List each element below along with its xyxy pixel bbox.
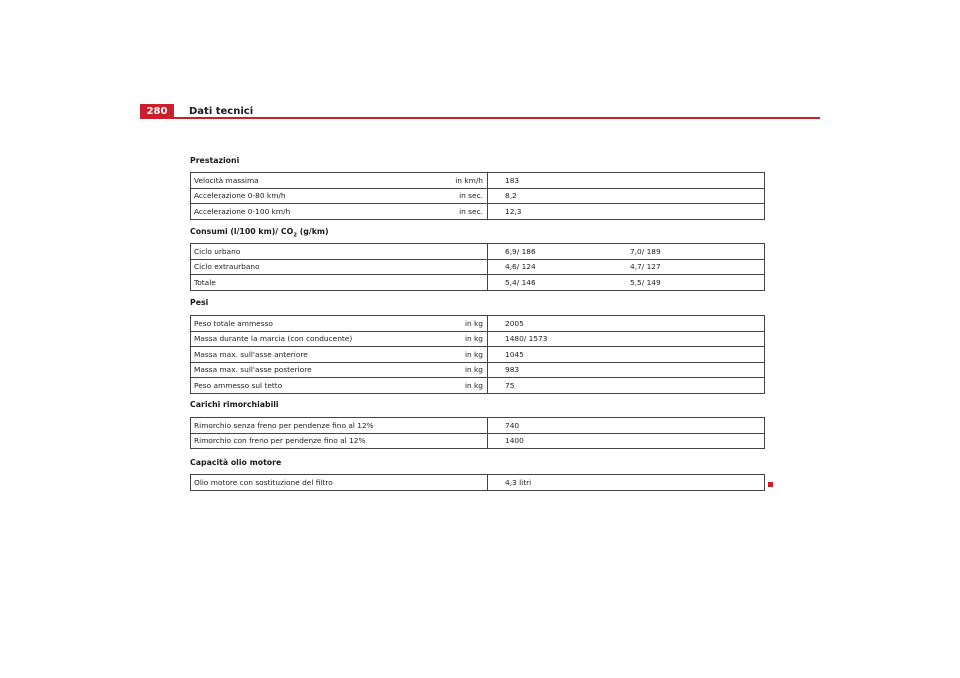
table-row	[191, 188, 765, 204]
table-row	[191, 418, 765, 434]
title-subscript: 2	[293, 232, 298, 239]
row-value: 8,2	[488, 188, 765, 204]
table-row	[191, 275, 765, 291]
table-consumi	[190, 243, 765, 291]
row-value: 740	[488, 418, 765, 434]
section-title-carichi: Carichi rimorchiabili	[190, 400, 279, 409]
row-label: Massa durante la marcia (con conducente)	[194, 334, 353, 344]
page-title: Dati tecnici	[189, 106, 254, 117]
section-title-pesi: Pesi	[190, 298, 209, 307]
row-label: Rimorchio con freno per pendenze fino al 12%	[191, 433, 488, 449]
table-carichi	[190, 417, 765, 449]
table-row	[191, 362, 765, 378]
row-label: Peso ammesso sul tetto	[194, 380, 283, 390]
row-unit: in km/h	[455, 175, 483, 185]
table-row	[191, 347, 765, 363]
row-label: Rimorchio senza freno per pendenze fino al 12%	[191, 418, 488, 434]
row-label: Peso totale ammesso	[194, 318, 273, 328]
row-unit: in kg	[464, 349, 483, 359]
row-label: Massa max. sull'asse posteriore	[194, 365, 312, 375]
row-value: 1045	[488, 347, 765, 363]
row-value: 1400	[488, 433, 765, 449]
section-title-prestazioni: Prestazioni	[190, 156, 240, 165]
row-value: 1480/ 1573	[488, 331, 765, 347]
title-text: Consumi (l/100 km)/ CO	[190, 227, 294, 236]
row-unit: in sec.	[459, 206, 483, 216]
title-unit: (g/km)	[297, 227, 329, 236]
table-row	[191, 173, 765, 189]
header-rule	[174, 117, 820, 119]
row-label: Massa max. sull'asse anteriore	[194, 349, 308, 359]
row-value: 2005	[488, 316, 765, 332]
table-prestazioni	[190, 172, 765, 220]
page-header	[140, 104, 820, 119]
row-value-2: 7,0/ 189	[630, 244, 765, 260]
table-pesi	[190, 315, 765, 394]
row-label: Velocità massima	[194, 175, 259, 185]
row-value: 12,3	[488, 204, 765, 220]
table-row	[191, 204, 765, 220]
row-unit: in kg	[464, 334, 483, 344]
row-value-2: 4,7/ 127	[630, 259, 765, 275]
row-value: 4,6/ 124	[488, 259, 631, 275]
section-end-marker	[768, 482, 773, 487]
row-value: 983	[488, 362, 765, 378]
table-row	[191, 378, 765, 394]
row-value-2: 5,5/ 149	[630, 275, 765, 291]
row-value: 4,3 litri	[488, 475, 765, 491]
table-row	[191, 433, 765, 449]
row-value: 5,4/ 146	[488, 275, 631, 291]
row-unit: in kg	[464, 380, 483, 390]
section-title-olio: Capacità olio motore	[190, 458, 282, 467]
row-label: Ciclo urbano	[191, 244, 488, 260]
table-row	[191, 475, 765, 491]
row-label: Accelerazione 0-80 km/h	[194, 191, 286, 201]
row-unit: in sec.	[459, 191, 483, 201]
row-unit: in kg	[464, 365, 483, 375]
row-value: 75	[488, 378, 765, 394]
table-row	[191, 259, 765, 275]
table-row	[191, 331, 765, 347]
row-label: Olio motore con sostituzione del filtro	[191, 475, 488, 491]
table-row	[191, 244, 765, 260]
row-label: Totale	[191, 275, 488, 291]
row-label: Ciclo extraurbano	[191, 259, 488, 275]
row-label: Accelerazione 0-100 km/h	[194, 206, 291, 216]
table-row	[191, 316, 765, 332]
section-title-consumi	[190, 227, 329, 239]
table-olio	[190, 474, 765, 491]
page-number: 280	[140, 104, 174, 119]
row-value: 6,9/ 186	[488, 244, 631, 260]
row-value: 183	[488, 173, 765, 189]
row-unit: in kg	[464, 318, 483, 328]
